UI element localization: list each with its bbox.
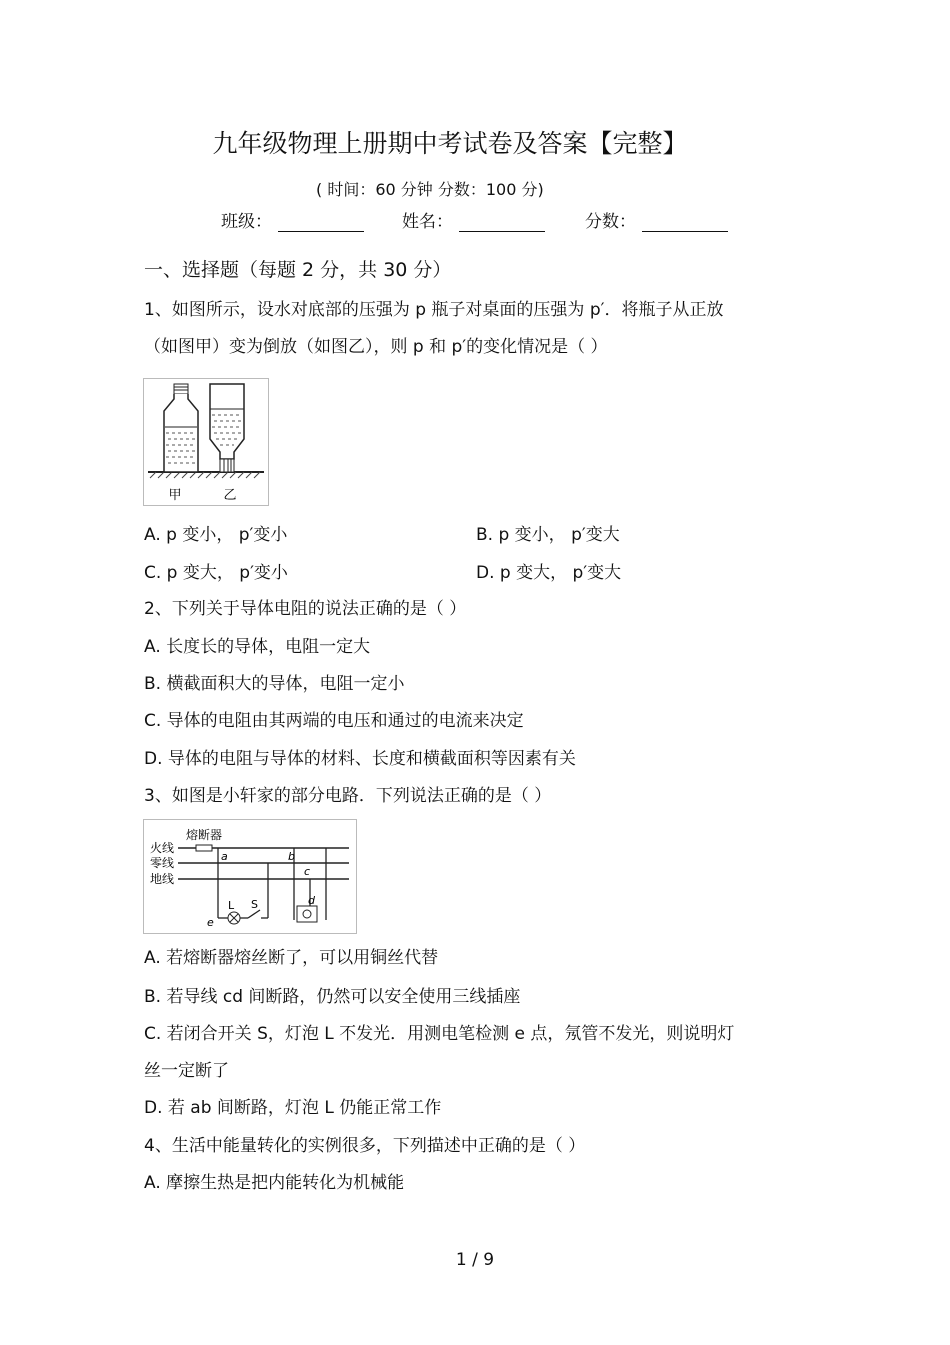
- switch-label: S: [251, 898, 258, 911]
- q3-option-c[interactable]: C. 若闭合开关 S，灯泡 L 不发光．用测电笔检测 e 点，氖管不发光，则说明灯: [144, 1024, 735, 1044]
- circuit-diagram: [144, 820, 356, 933]
- q2-stem: 2、下列关于导体电阻的说法正确的是（ ）: [144, 599, 467, 619]
- switch-icon: [248, 910, 260, 918]
- fuse-icon: [196, 845, 212, 851]
- live-wire-label: 火线: [150, 841, 175, 855]
- point-b: b: [288, 850, 295, 863]
- q3-option-d[interactable]: D. 若 ab 间断路，灯泡 L 仍能正常工作: [144, 1098, 442, 1118]
- bottle-diagram: [144, 379, 268, 505]
- score-field: [585, 212, 728, 232]
- point-c: c: [304, 865, 311, 878]
- fuse-label: 熔断器: [186, 828, 223, 842]
- score-blank[interactable]: [642, 213, 728, 232]
- page-title: 九年级物理上册期中考试卷及答案【完整】: [212, 129, 688, 158]
- class-field: [221, 212, 364, 232]
- point-d: d: [308, 894, 315, 907]
- fig-label-jia: 甲: [168, 488, 182, 503]
- name-field: [402, 212, 545, 232]
- page-number: 1 / 9: [455, 1250, 495, 1270]
- q1-option-b[interactable]: B. p 变小， p′变大: [476, 525, 620, 545]
- q4-stem: 4、生活中能量转化的实例很多，下列描述中正确的是（ ）: [144, 1136, 586, 1156]
- class-blank[interactable]: [278, 213, 364, 232]
- section-heading: 一、选择题（每题 2 分，共 30 分）: [144, 259, 452, 281]
- q2-option-d[interactable]: D. 导体的电阻与导体的材料、长度和横截面积等因素有关: [144, 749, 576, 769]
- point-a: a: [221, 850, 228, 863]
- ground-wire-label: 地线: [150, 872, 175, 886]
- circuit-figure: [143, 819, 357, 934]
- q1-option-a[interactable]: A. p 变小， p′变小: [144, 525, 288, 545]
- q1-option-d[interactable]: D. p 变大， p′变大: [476, 563, 622, 583]
- q4-option-a[interactable]: A. 摩擦生热是把内能转化为机械能: [144, 1173, 405, 1193]
- point-e: e: [207, 916, 214, 929]
- bottle-figure: [143, 378, 269, 506]
- q3-option-b[interactable]: B. 若导线 cd 间断路，仍然可以安全使用三线插座: [144, 987, 521, 1007]
- q1-option-c[interactable]: C. p 变大， p′变小: [144, 563, 288, 583]
- name-label: 姓名：: [402, 212, 453, 232]
- name-blank[interactable]: [459, 213, 545, 232]
- q3-stem: 3、如图是小轩家的部分电路．下列说法正确的是（ ）: [144, 786, 552, 806]
- q3-option-a[interactable]: A. 若熔断器熔丝断了，可以用铜丝代替: [144, 948, 439, 968]
- neutral-wire-label: 零线: [150, 856, 175, 870]
- q1-stem-line2: （如图甲）变为倒放（如图乙），则 p 和 p′的变化情况是（ ）: [144, 337, 608, 357]
- q3-option-c-cont: 丝一定断了: [144, 1061, 229, 1081]
- fig-label-yi: 乙: [223, 488, 237, 503]
- q2-option-b[interactable]: B. 横截面积大的导体，电阻一定小: [144, 674, 405, 694]
- score-label: 分数：: [585, 212, 636, 232]
- lamp-label: L: [228, 899, 235, 912]
- exam-meta: ( 时间：60 分钟 分数：100 分): [316, 180, 544, 199]
- q2-option-a[interactable]: A. 长度长的导体，电阻一定大: [144, 637, 371, 657]
- class-label: 班级：: [221, 212, 272, 232]
- q1-stem-line1: 1、如图所示，设水对底部的压强为 p 瓶子对桌面的压强为 p′．将瓶子从正放: [144, 300, 724, 320]
- q2-option-c[interactable]: C. 导体的电阻由其两端的电压和通过的电流来决定: [144, 711, 524, 731]
